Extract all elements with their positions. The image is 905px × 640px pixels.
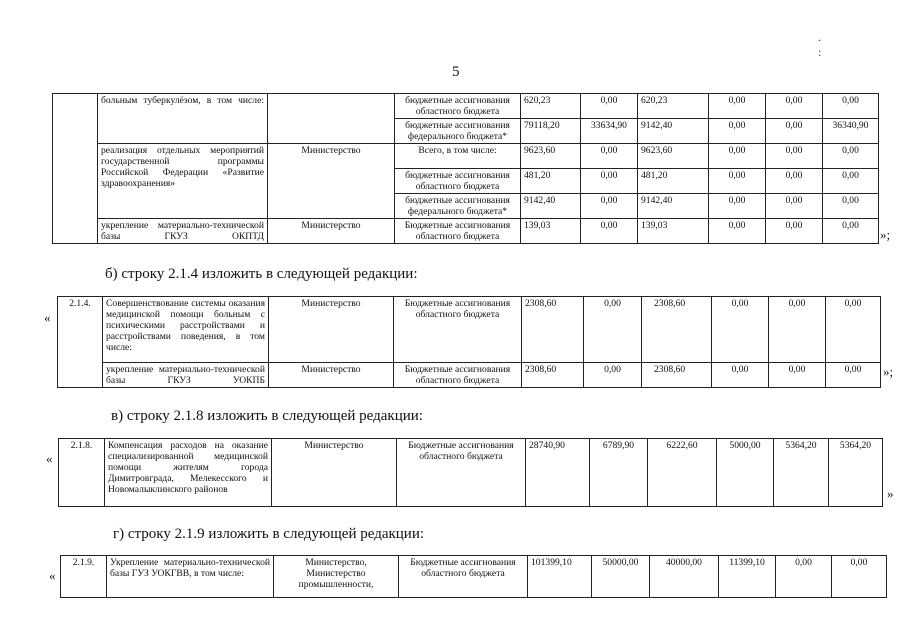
- funding-source: бюджетные ассигнования областного бюджета: [395, 169, 521, 194]
- item-description: реализация отдельных мероприятий государственной программы Российской Федерации «Развитие здравоохранения»: [98, 144, 268, 219]
- value-year-2: 2308,60: [642, 363, 712, 388]
- value-year-5: 0,00: [823, 219, 879, 244]
- value-year-2: 6222,60: [648, 439, 717, 507]
- value-total: 9623,60: [521, 144, 581, 169]
- value-year-2: 9142,40: [638, 194, 709, 219]
- row-2-1-9-table: [60, 555, 887, 598]
- value-year-4: 0,00: [766, 169, 823, 194]
- value-year-2: 620,23: [638, 94, 709, 119]
- value-year-4: 0,00: [769, 363, 826, 388]
- value-year-1: 0,00: [581, 144, 638, 169]
- funding-source: бюджетные ассигнования федерального бюджета*: [395, 194, 521, 219]
- value-year-3: 11399,10: [719, 556, 776, 598]
- value-total: 28740,90: [526, 439, 590, 507]
- value-year-2: 40000,00: [650, 556, 719, 598]
- value-year-5: 36340,90: [823, 119, 879, 144]
- section-d-heading: г) строку 2.1.9 изложить в следующей редакции:: [113, 526, 425, 542]
- closing-quote: »: [887, 486, 894, 501]
- row-number-cell: [53, 94, 98, 244]
- closing-quote: »;: [883, 364, 894, 379]
- value-total: 2308,60: [522, 363, 584, 388]
- responsible-cell: Министерство: [268, 144, 395, 219]
- value-year-4: 5364,20: [774, 439, 829, 507]
- value-year-3: 0,00: [712, 297, 769, 363]
- value-total: 101399,10: [528, 556, 592, 598]
- item-description: Компенсация расходов на оказание специализированной медицинской помощи жителям города Димитровграда, Мелекесского и Новомалыклинского районов: [105, 439, 272, 507]
- closing-quote: »;: [880, 227, 891, 242]
- item-description: укрепление материально-технической базы ГКУЗ ОКПТД: [98, 219, 268, 244]
- value-year-5: 0,00: [826, 297, 881, 363]
- value-year-2: 139,03: [638, 219, 709, 244]
- value-year-4: 0,00: [769, 297, 826, 363]
- value-year-4: 0,00: [766, 194, 823, 219]
- value-year-1: 0,00: [581, 194, 638, 219]
- section-b-heading: б) строку 2.1.4 изложить в следующей редакции:: [105, 266, 418, 282]
- value-year-4: 0,00: [766, 219, 823, 244]
- opening-quote: «: [46, 451, 53, 466]
- value-year-1: 0,00: [581, 219, 638, 244]
- funding-source: бюджетные ассигнования областного бюджета: [395, 94, 521, 119]
- value-year-2: 2308,60: [642, 297, 712, 363]
- responsible-cell: Министерство, Министерство промышленности,: [274, 556, 399, 598]
- value-year-2: 9623,60: [638, 144, 709, 169]
- value-year-5: 0,00: [823, 94, 879, 119]
- value-year-3: 0,00: [712, 363, 769, 388]
- value-year-3: 0,00: [709, 94, 766, 119]
- value-year-3: 0,00: [709, 119, 766, 144]
- responsible-cell: Министерство: [268, 219, 395, 244]
- responsible-cell: Министерство: [272, 439, 397, 507]
- budget-table-continuation: [52, 93, 879, 244]
- row-number: 2.1.4.: [58, 297, 103, 388]
- value-total: 481,20: [521, 169, 581, 194]
- funding-source: Бюджетные ассигнования областного бюджета: [394, 297, 522, 363]
- row-2-1-4-table: [57, 296, 881, 388]
- value-year-1: 0,00: [581, 94, 638, 119]
- value-year-1: 0,00: [584, 297, 642, 363]
- funding-source: бюджетные ассигнования федерального бюджета*: [395, 119, 521, 144]
- value-year-1: 33634,90: [581, 119, 638, 144]
- row-number: 2.1.8.: [59, 439, 105, 507]
- item-description: Укрепление материально-технической базы ГУЗ УОКГВВ, в том числе:: [107, 556, 274, 598]
- section-c-heading: в) строку 2.1.8 изложить в следующей редакции:: [111, 408, 423, 424]
- value-year-1: 6789,90: [590, 439, 648, 507]
- page-number: 5: [452, 64, 460, 80]
- item-description: больным туберкулёзом, в том числе:: [98, 94, 268, 144]
- value-year-3: 0,00: [709, 144, 766, 169]
- responsible-cell: Министерство: [269, 297, 394, 363]
- value-total: 9142,40: [521, 194, 581, 219]
- value-year-3: 0,00: [709, 194, 766, 219]
- value-total: 139,03: [521, 219, 581, 244]
- opening-quote: «: [49, 568, 56, 583]
- value-year-5: 0,00: [823, 144, 879, 169]
- value-year-3: 0,00: [709, 219, 766, 244]
- value-total: 2308,60: [522, 297, 584, 363]
- value-year-5: 5364,20: [829, 439, 883, 507]
- value-year-4: 0,00: [766, 144, 823, 169]
- row-2-1-8-table: [58, 438, 883, 507]
- scan-specks: . :: [818, 30, 852, 59]
- funding-source: Всего, в том числе:: [395, 144, 521, 169]
- responsible-cell: [268, 94, 395, 144]
- responsible-cell: Министерство: [269, 363, 394, 388]
- funding-source: Бюджетные ассигнования областного бюджета: [394, 363, 522, 388]
- value-year-5: 0,00: [823, 194, 879, 219]
- value-year-3: 0,00: [709, 169, 766, 194]
- opening-quote: «: [44, 310, 51, 325]
- value-year-3: 5000,00: [717, 439, 774, 507]
- value-year-4: 0,00: [766, 119, 823, 144]
- funding-source: Бюджетные ассигнования областного бюджета: [397, 439, 526, 507]
- value-year-1: 0,00: [584, 363, 642, 388]
- value-year-4: 0,00: [766, 94, 823, 119]
- value-year-5: 0,00: [832, 556, 887, 598]
- value-year-2: 9142,40: [638, 119, 709, 144]
- funding-source: Бюджетные ассигнования областного бюджета: [399, 556, 528, 598]
- value-total: 620,23: [521, 94, 581, 119]
- item-description: Совершенствование системы оказания медицинской помощи больным с психическими расстройствами и расстройствами поведения, в том числе:: [103, 297, 269, 363]
- funding-source: Бюджетные ассигнования областного бюджета: [395, 219, 521, 244]
- row-number: 2.1.9.: [61, 556, 107, 598]
- value-year-5: 0,00: [823, 169, 879, 194]
- value-year-2: 481,20: [638, 169, 709, 194]
- value-year-4: 0,00: [776, 556, 832, 598]
- value-total: 79118,20: [521, 119, 581, 144]
- item-description: укрепление материально-технической базы ГКУЗ УОКПБ: [103, 363, 269, 388]
- value-year-5: 0,00: [826, 363, 881, 388]
- value-year-1: 0,00: [581, 169, 638, 194]
- value-year-1: 50000,00: [592, 556, 650, 598]
